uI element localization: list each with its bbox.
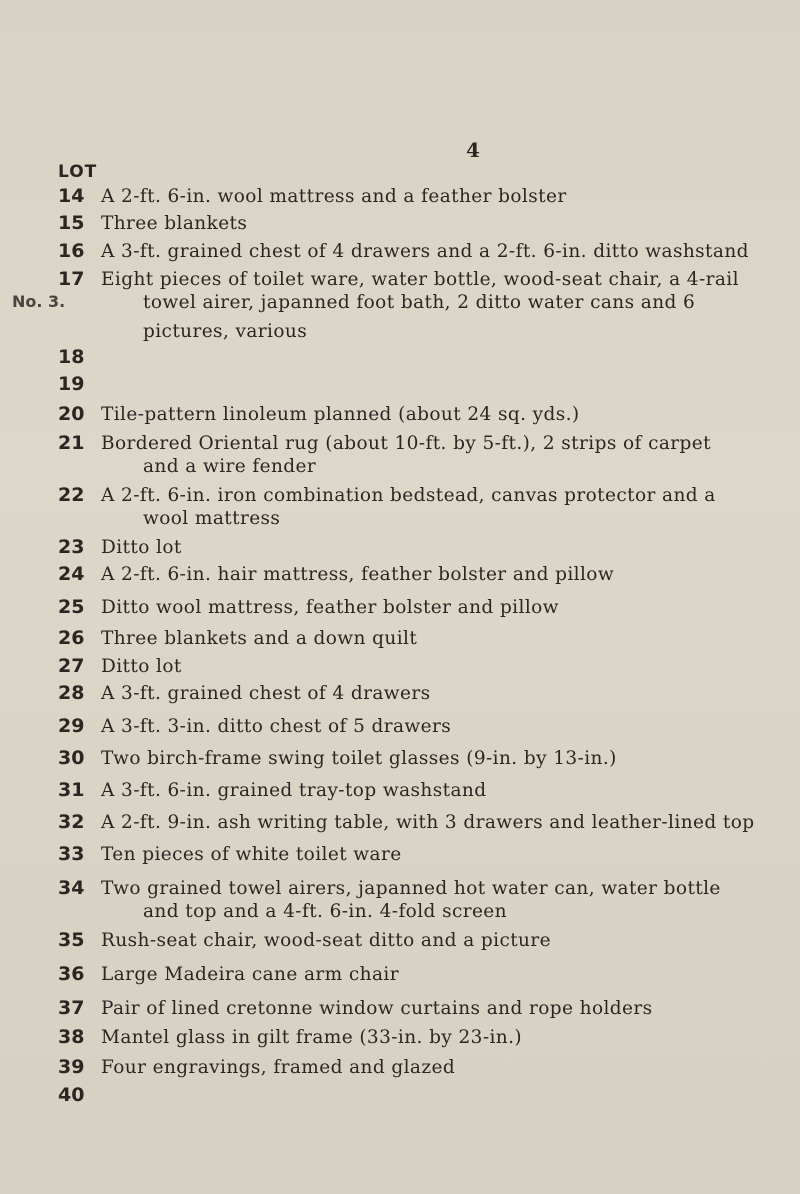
lot-number: 24 bbox=[58, 563, 85, 585]
lot-description-text: Bordered Oriental rug (about 10-ft. by 5-ft.), 2 strips of carpet bbox=[101, 433, 711, 454]
lot-number: 23 bbox=[58, 536, 85, 558]
page-number: 4 bbox=[466, 138, 480, 162]
lot-description bbox=[103, 627, 783, 650]
lot-number: 39 bbox=[58, 1056, 85, 1078]
lot-description-text: Mantel glass in gilt frame (33-in. by 23-in.) bbox=[101, 1027, 523, 1048]
lot-number: 38 bbox=[58, 1026, 85, 1048]
lot-description-text: Ditto lot bbox=[101, 537, 182, 558]
lot-description-continuation: wool mattress bbox=[143, 508, 281, 529]
lot-description bbox=[103, 536, 783, 559]
lot-number: 30 bbox=[58, 747, 85, 769]
lot-description-text: Ditto lot bbox=[101, 656, 182, 677]
lot-description-text: A 3-ft. 6-in. grained tray-top washstand bbox=[101, 780, 487, 801]
lot-description bbox=[103, 929, 783, 952]
lot-number: 22 bbox=[58, 484, 85, 506]
lot-number: 34 bbox=[58, 877, 85, 899]
lot-number: 21 bbox=[58, 432, 85, 454]
lot-description-text: Three blankets and a down quilt bbox=[101, 628, 418, 649]
lot-number: 28 bbox=[58, 682, 85, 704]
lot-column-header: LOT bbox=[58, 162, 98, 182]
lot-description-text: Rush-seat chair, wood-seat ditto and a picture bbox=[101, 930, 551, 951]
lot-description-text: Two grained towel airers, japanned hot water can, water bottle bbox=[101, 878, 721, 899]
lot-number: 25 bbox=[58, 596, 85, 618]
lot-description-text: Tile-pattern linoleum planned (about 24 sq. yds.) bbox=[101, 404, 580, 425]
lot-description-continuation: and a wire fender bbox=[143, 456, 317, 477]
lot-description bbox=[103, 747, 783, 770]
lot-description bbox=[103, 843, 783, 866]
lot-number: 37 bbox=[58, 997, 85, 1019]
lot-description bbox=[103, 997, 783, 1020]
lot-description bbox=[103, 1026, 783, 1049]
lot-number: 26 bbox=[58, 627, 85, 649]
lot-description bbox=[103, 655, 783, 678]
lot-description bbox=[103, 403, 783, 426]
lot-number: 18 bbox=[58, 346, 85, 368]
lot-description-continuation: towel airer, japanned foot bath, 2 ditto water cans and 6 bbox=[143, 292, 696, 313]
lot-description-text: A 3-ft. grained chest of 4 drawers and a 2-ft. 6-in. ditto washstand bbox=[101, 241, 749, 262]
lot-description bbox=[103, 563, 783, 586]
lot-description bbox=[103, 779, 783, 802]
lot-description bbox=[103, 432, 783, 478]
lot-number: 40 bbox=[58, 1084, 85, 1106]
lot-number: 17 bbox=[58, 268, 85, 290]
lot-description bbox=[103, 268, 783, 314]
lot-description-text: A 2-ft. 6-in. iron combination bedstead, canvas protector and a bbox=[101, 485, 716, 506]
lot-description bbox=[103, 212, 783, 235]
lot-description bbox=[103, 185, 783, 208]
lot-description bbox=[103, 596, 783, 619]
lot-description-text: A 2-ft. 6-in. wool mattress and a feather bolster bbox=[101, 186, 567, 207]
lot-description-text: Pair of lined cretonne window curtains and rope holders bbox=[101, 998, 653, 1019]
lot-description-continuation: and top and a 4-ft. 6-in. 4-fold screen bbox=[143, 901, 507, 922]
lot-description-text: Eight pieces of toilet ware, water bottle, wood-seat chair, a 4-rail bbox=[101, 269, 739, 290]
lot-description bbox=[103, 240, 783, 263]
lot-number: 31 bbox=[58, 779, 85, 801]
lot-number: 20 bbox=[58, 403, 85, 425]
lot-description-text: A 2-ft. 6-in. hair mattress, feather bolster and pillow bbox=[101, 564, 615, 585]
lot-number: 14 bbox=[58, 185, 85, 207]
lot-description-text: A 3-ft. grained chest of 4 drawers bbox=[101, 683, 431, 704]
lot-description bbox=[103, 715, 783, 738]
lot-number: 15 bbox=[58, 212, 85, 234]
lot-description bbox=[103, 320, 783, 343]
lot-description bbox=[103, 1056, 783, 1079]
lot-description-text: Ditto wool mattress, feather bolster and pillow bbox=[101, 597, 559, 618]
lot-description-text: A 2-ft. 9-in. ash writing table, with 3 drawers and leather-lined top bbox=[101, 812, 755, 833]
lot-description bbox=[103, 811, 783, 834]
lot-description-text: Three blankets bbox=[101, 213, 248, 234]
lot-number: 32 bbox=[58, 811, 85, 833]
lot-description bbox=[103, 877, 783, 923]
lot-description-text: Ten pieces of white toilet ware bbox=[101, 844, 402, 865]
lot-number: 35 bbox=[58, 929, 85, 951]
lot-description bbox=[103, 963, 783, 986]
lot-number: 16 bbox=[58, 240, 85, 262]
lot-description bbox=[103, 682, 783, 705]
lot-number: 27 bbox=[58, 655, 85, 677]
lot-number: 19 bbox=[58, 373, 85, 395]
lot-number: 36 bbox=[58, 963, 85, 985]
lot-number: 29 bbox=[58, 715, 85, 737]
lot-description-text: Large Madeira cane arm chair bbox=[101, 964, 399, 985]
lot-description-text: A 3-ft. 3-in. ditto chest of 5 drawers bbox=[101, 716, 452, 737]
margin-annotation: No. 3. bbox=[12, 292, 66, 311]
lot-description-text: Four engravings, framed and glazed bbox=[101, 1057, 456, 1078]
lot-number: 33 bbox=[58, 843, 85, 865]
lot-description-text: Two birch-frame swing toilet glasses (9-in. by 13-in.) bbox=[101, 748, 617, 769]
lot-description bbox=[103, 484, 783, 530]
lot-description-continuation: pictures, various bbox=[143, 321, 308, 342]
